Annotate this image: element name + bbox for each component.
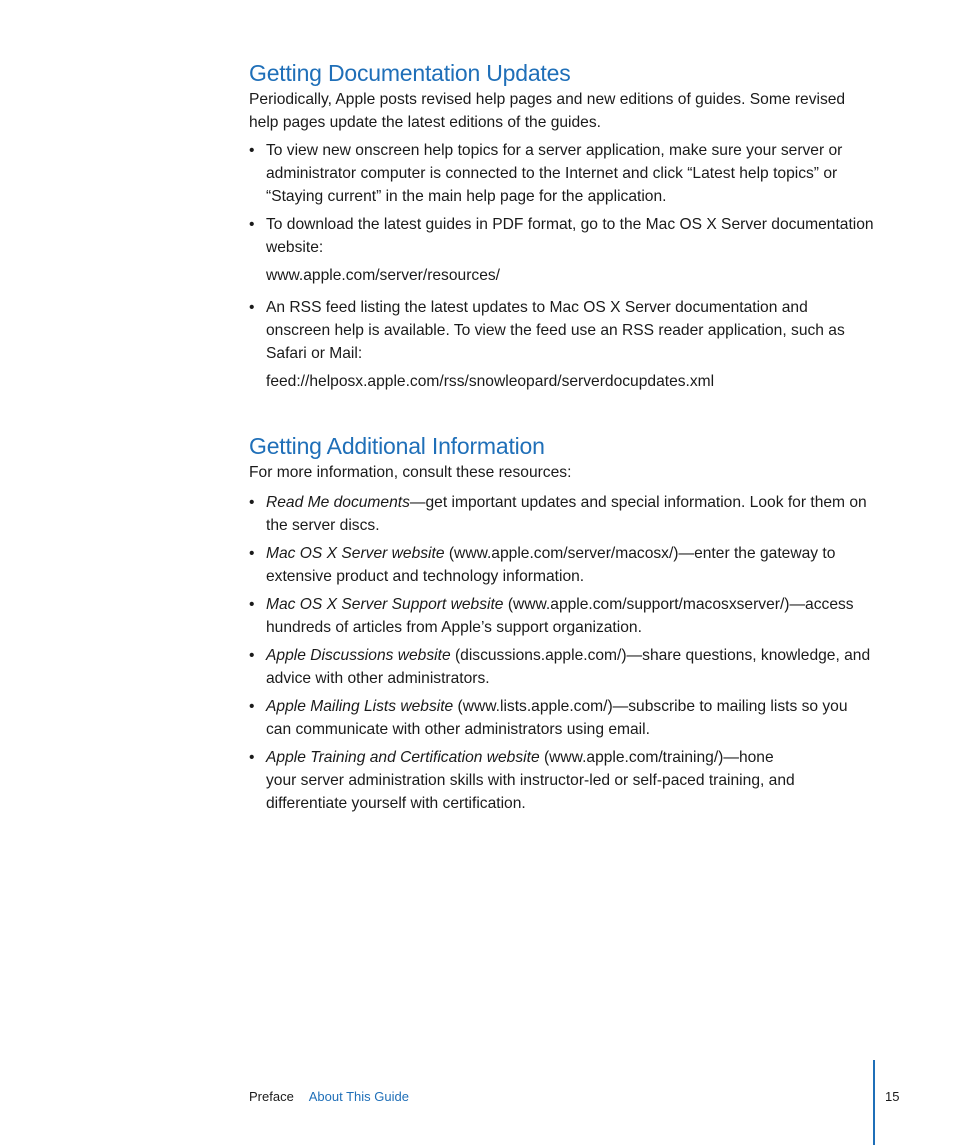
- resource-description: (discussions.apple.com/)—share questions, knowledge, and advice with other administrators.: [266, 647, 871, 687]
- resource-description: (www.apple.com/training/)—hone your server administration skills with instructor-led or self-paced training, and differentiate yourself with certification.: [266, 749, 795, 812]
- bullet-list: [249, 139, 874, 393]
- section-heading: Getting Additional Information: [249, 433, 545, 459]
- page-content: [249, 58, 874, 815]
- bullet: •: [249, 216, 255, 233]
- docs-url[interactable]: www.apple.com/server/resources/: [266, 267, 500, 284]
- bullet: •: [249, 647, 255, 664]
- list-item: [249, 746, 874, 815]
- section-documentation-updates: [249, 58, 874, 393]
- footer-title-link[interactable]: About This Guide: [308, 1089, 409, 1104]
- resource-list: [249, 491, 874, 815]
- list-item: [249, 491, 874, 537]
- section-intro: Periodically, Apple posts revised help pages and new editions of guides. Some revised help pages update the latest editions of the guides.: [249, 91, 846, 131]
- feed-url[interactable]: feed://helposx.apple.com/rss/snowleopard/serverdocupdates.xml: [266, 373, 715, 390]
- bullet: •: [249, 698, 255, 715]
- list-item: [249, 695, 874, 741]
- resource-name: Apple Mailing Lists website: [266, 698, 454, 715]
- list-item: [249, 542, 874, 588]
- resource-description: (www.lists.apple.com/)—subscribe to mailing lists so you can communicate with other administrators using email.: [266, 698, 848, 738]
- list-item: [249, 296, 874, 365]
- section-heading: Getting Documentation Updates: [249, 60, 571, 86]
- bullet: •: [249, 142, 255, 159]
- bullet: •: [249, 596, 255, 613]
- footer-divider: [873, 1060, 875, 1145]
- page-footer: [249, 1087, 409, 1107]
- bullet: •: [249, 749, 255, 766]
- resource-description: —get important updates and special information. Look for them on the server discs.: [266, 494, 867, 534]
- bullet: •: [249, 545, 255, 562]
- list-item: [249, 644, 874, 690]
- list-item: [249, 593, 874, 639]
- list-item-text: An RSS feed listing the latest updates to Mac OS X Server documentation and onscreen help is available. To view the feed use an RSS reader application, such as Safari or Mail:: [266, 299, 845, 362]
- list-item: [249, 139, 874, 208]
- resource-name: Read Me documents: [266, 494, 410, 511]
- resource-description: (www.apple.com/support/macosxserver/)—access hundreds of articles from Apple’s support organization.: [266, 596, 854, 636]
- page-number: 15: [885, 1089, 900, 1104]
- resource-description: (www.apple.com/server/macosx/)—enter the gateway to extensive product and technology information.: [266, 545, 836, 585]
- resource-name: Apple Discussions website: [266, 647, 451, 664]
- section-additional-information: [249, 431, 874, 815]
- bullet: •: [249, 494, 255, 511]
- list-item-text: To download the latest guides in PDF format, go to the Mac OS X Server documentation website:: [266, 216, 874, 256]
- bullet: •: [249, 299, 255, 316]
- footer-chapter: Preface: [249, 1089, 294, 1104]
- section-intro: For more information, consult these resources:: [249, 464, 572, 481]
- resource-name: Apple Training and Certification website: [266, 749, 540, 766]
- resource-name: Mac OS X Server website: [266, 545, 445, 562]
- list-item: [249, 213, 874, 259]
- resource-name: Mac OS X Server Support website: [266, 596, 504, 613]
- list-item-text: To view new onscreen help topics for a server application, make sure your server or administrator computer is connected to the Internet and click “Latest help topics” or “Staying current” in the main help page for the application.: [266, 142, 843, 205]
